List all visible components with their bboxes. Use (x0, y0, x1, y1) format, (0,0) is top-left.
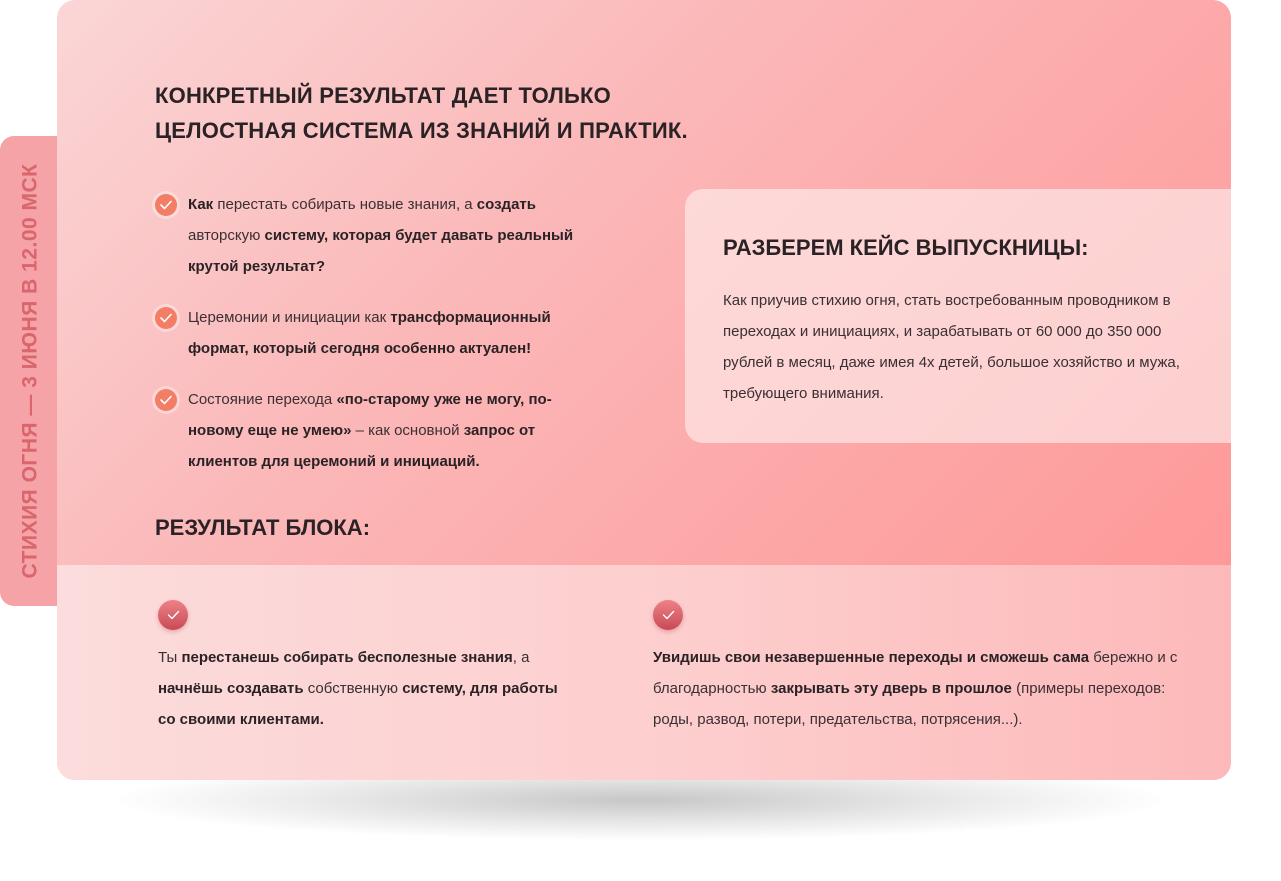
content-card (57, 0, 1231, 780)
bullet-item-3 (155, 384, 605, 477)
results-heading: РЕЗУЛЬТАТ БЛОКА: (155, 515, 371, 540)
bullet-text-1: Как перестать собирать новые знания, а создать авторскую систему, которая будет давать реальный крутой результат? (188, 196, 574, 275)
main-headline (155, 78, 775, 148)
headline-line-1: КОНКРЕТНЫЙ РЕЗУЛЬТАТ ДАЕТ ТОЛЬКО (155, 83, 611, 108)
check-circle-icon (158, 600, 188, 630)
check-circle-icon (155, 194, 177, 216)
result-text-1: Ты перестанешь собирать бесполезные знания, а начнёшь создавать собственную систему, для работы со своими клиентами. (158, 649, 558, 728)
bullet-text-2: Церемонии и инициации как трансформационный формат, который сегодня особенно актуален! (188, 309, 551, 357)
case-title: РАЗБЕРЕМ КЕЙС ВЫПУСКНИЦЫ: (723, 235, 1089, 260)
results-panel (57, 565, 1231, 780)
case-box (685, 189, 1231, 443)
bullet-text-3: Состояние перехода «по-старому уже не могу, по-новому еще не умею» – как основной запрос от клиентов для церемоний и инициаций. (188, 391, 552, 470)
bullet-item-1 (155, 189, 605, 282)
bullet-item-2 (155, 302, 605, 364)
case-text: Как приучив стихию огня, стать востребованным проводником в переходах и инициациях, и зарабатывать от 60 000 до 350 000 рублей в месяц, даже имея 4х детей, большое хозяйство и мужа, требующего внимания. (723, 292, 1180, 402)
check-circle-icon (155, 389, 177, 411)
check-circle-icon (155, 307, 177, 329)
side-tab-label: СТИХИЯ ОГНЯ — 3 ИЮНЯ В 12.00 МСК (18, 163, 42, 579)
side-tab-label-wrap (0, 136, 60, 606)
headline-line-2: ЦЕЛОСТНАЯ СИСТЕМА ИЗ ЗНАНИЙ И ПРАКТИК. (155, 118, 688, 143)
result-item-1 (158, 600, 578, 735)
result-item-2 (653, 600, 1193, 735)
result-text-2: Увидишь свои незавершенные переходы и сможешь сама бережно и с благодарностью закрывать эту дверь в прошлое (примеры переходов: роды, развод, потери, предательства, потрясения...). (653, 649, 1178, 728)
check-circle-icon (653, 600, 683, 630)
